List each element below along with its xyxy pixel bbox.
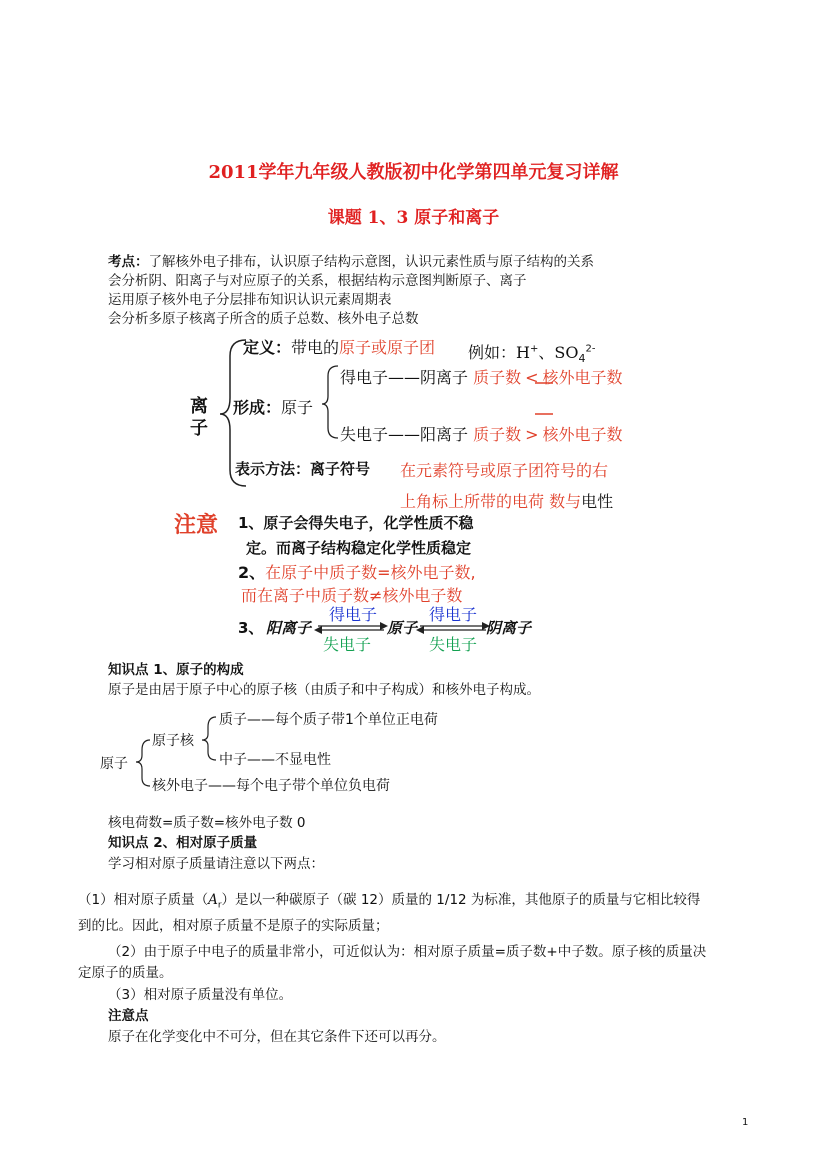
note-point-heading: 注意点	[108, 1008, 149, 1024]
ion-root-label: 离 子	[190, 396, 208, 439]
note-3-atom: 原子	[387, 619, 418, 637]
kp1-text: 原子是由居于原子中心的原子核（由质子和中子构成）和核外电子构成。	[108, 682, 540, 698]
kaodian-line-4: 会分析多原子核离子所含的质子总数、核外电子总数	[108, 311, 419, 327]
kp2-p1b: 到的比。因此，相对原子质量不是原子的实际质量；	[78, 918, 389, 934]
kp2-heading: 知识点 2、相对原子质量	[108, 835, 258, 851]
gain-row: 得电子——阴离子 质子数 < 核外电子数	[340, 368, 623, 387]
def-row: 定义：带电的原子或原子团	[243, 338, 436, 357]
note-1a: 1、原子会得失电子，化学性质不稳	[238, 514, 474, 532]
document-title: 2011学年九年级人教版初中化学第四单元复习详解	[208, 162, 619, 183]
kp2-intro: 学习相对原子质量请注意以下两点：	[108, 856, 324, 872]
lose-label-1: 失电子	[323, 635, 372, 654]
atom-brace	[136, 740, 150, 786]
form-row: 形成：原子	[233, 398, 314, 417]
note-2a: 2、在原子中质子数=核外电子数,	[238, 563, 476, 582]
kp2-p2b: 定原子的质量。	[78, 965, 173, 981]
gain-label-1: 得电子	[329, 605, 378, 624]
note-3-num: 3、	[238, 619, 264, 637]
note-3-yang: 阳离子	[266, 619, 312, 637]
page-number: 1	[742, 1117, 749, 1128]
method-label: 表示方法：离子符号	[235, 460, 371, 478]
note-label: 注意	[174, 513, 219, 538]
atom-label: 原子	[100, 756, 128, 772]
example-row: 例如：H+、$SO_4^{2-}$	[468, 343, 596, 366]
method-red-1: 在元素符号或原子团符号的右	[400, 461, 609, 480]
kaodian-text-1: 了解核外电子排布，认识原子结构示意图，认识元素性质与原子结构的关系	[148, 254, 594, 270]
kaodian-line-3: 运用原子核外电子分层排布知识认识元素周期表	[108, 292, 392, 308]
method-row-2: 上角标上所带的电荷 数与电性	[400, 492, 614, 511]
kp2-p1a: （1）相对原子质量$(A_r)$是以一种碳原子（碳 12）质量的 1/12 为标准，其他原子的质量与它相比较得	[78, 892, 701, 911]
charge-equation: 核电荷数=质子数=核外电子数 0	[108, 815, 306, 831]
kp2-p3: （3）相对原子质量没有单位。	[108, 987, 293, 1003]
note-3-yin: 阴离子	[486, 619, 532, 637]
note-2b: 而在离子中质子数≠核外电子数	[241, 586, 463, 605]
lose-label-2: 失电子	[429, 635, 478, 654]
nucleus-brace	[202, 717, 216, 760]
electron-label: 核外电子——每个电子带个单位负电荷	[152, 778, 390, 794]
neutron-label: 中子——不显电性	[219, 752, 331, 768]
form-brace	[322, 366, 338, 438]
document-subtitle: 课题 1、3 原子和离子	[327, 208, 500, 228]
kaodian-label: 考点：	[108, 254, 149, 270]
gain-label-2: 得电子	[429, 605, 478, 624]
note-point-text: 原子在化学变化中不可分，但在其它条件下还可以再分。	[108, 1029, 446, 1045]
lose-row: 失电子——阳离子 质子数 > 核外电子数	[340, 425, 623, 444]
kp1-heading: 知识点 1、原子的构成	[108, 662, 244, 678]
kaodian-line-2: 会分析阴、阳离子与对应原子的关系，根据结构示意图判断原子、离子	[108, 273, 527, 289]
proton-label: 质子——每个质子带1个单位正电荷	[219, 712, 438, 728]
note-1b: 定。而离子结构稳定化学性质稳定	[246, 539, 472, 557]
nucleus-label: 原子核	[152, 733, 194, 749]
kp2-p2a: （2）由于原子中电子的质量非常小，可近似认为：相对原子质量=质子数+中子数。原子核的质量决	[108, 944, 707, 960]
